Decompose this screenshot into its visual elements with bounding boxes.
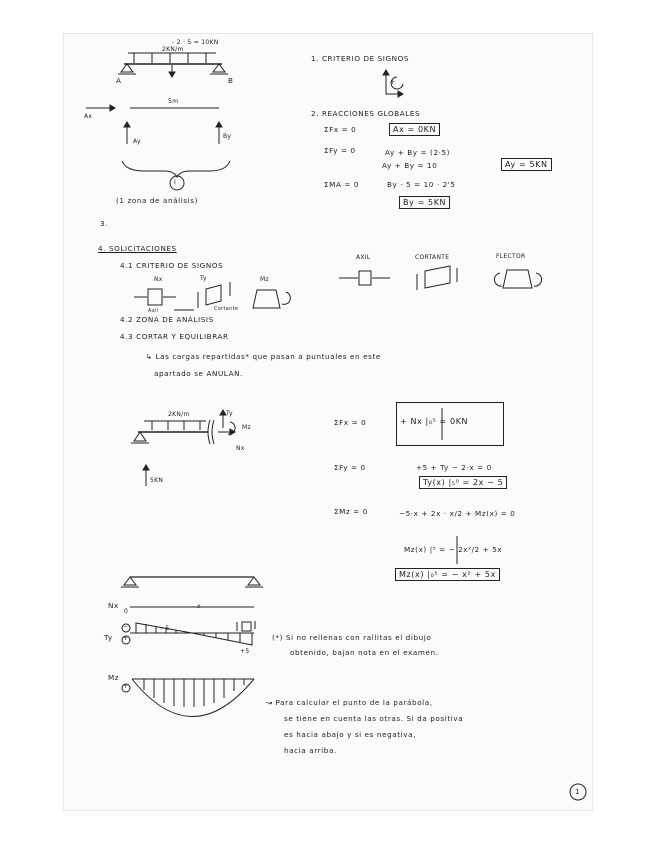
section2-title: 2. REACCIONES GLOBALES bbox=[311, 109, 421, 118]
by-label: By bbox=[223, 133, 232, 140]
axil-caption: Axil bbox=[148, 308, 159, 314]
ty-left-value: −5 bbox=[160, 625, 170, 632]
remark-1-line-1: (*) Si no rellenas con rallitas el dibujo bbox=[272, 633, 432, 642]
mz-plus-sign: + bbox=[123, 683, 129, 690]
nx-result-box: + Nx |₀⁵ = 0KN bbox=[396, 402, 504, 446]
section1-title: 1. CRITERIO DE SIGNOS bbox=[311, 54, 410, 63]
remark-2-line-4: hacia arriba. bbox=[284, 746, 337, 755]
note-line-1: ↳ Las cargas repartidas* que pasan a puntuales en este bbox=[146, 352, 381, 361]
ax-label: Ax bbox=[84, 113, 93, 120]
fbd-reaction-label: 5KN bbox=[150, 477, 164, 484]
note-line-2: apartado se ANULAN. bbox=[154, 369, 243, 378]
zone-label: (1 zona de análisis) bbox=[116, 196, 198, 205]
section3-title: 3. bbox=[100, 219, 109, 228]
span-label: 5m bbox=[168, 98, 179, 105]
ax-result-box: Ax = 0KN bbox=[389, 123, 440, 136]
cortante-caption: Cortante bbox=[214, 306, 239, 312]
mz-result-box: Mz(x) |₀⁵ = − x² + 5x bbox=[395, 568, 500, 581]
remark-1-line-2: obtenido, bajan nota en el examen. bbox=[290, 648, 439, 657]
support-b-label: B bbox=[228, 76, 234, 85]
sum-ma: ΣMA = 0 bbox=[324, 180, 360, 189]
fbd-nx-label: Nx bbox=[236, 445, 245, 452]
ay-result-box: Ay = 5KN bbox=[501, 158, 552, 171]
section4-1-title: 4.1 CRITERIO DE SIGNOS bbox=[120, 261, 224, 270]
flector-heading: FLECTOR bbox=[496, 253, 526, 260]
ay-label: Ay bbox=[133, 138, 141, 145]
notebook-page bbox=[64, 34, 592, 810]
mz-diagram-label: Mz bbox=[108, 673, 120, 682]
nx-zero: 0 bbox=[124, 608, 129, 615]
ty-result-box: Ty(x) |₅⁰ = 2x − 5 bbox=[419, 476, 507, 489]
sum-fy: ΣFy = 0 bbox=[324, 146, 356, 155]
fy-equation-2: Ay + By = 10 bbox=[382, 161, 438, 170]
by-result-box: By = 5KN bbox=[399, 196, 450, 209]
axil-heading: AXIL bbox=[356, 254, 371, 261]
zone-number: I bbox=[174, 179, 177, 186]
cortante-heading: CORTANTE bbox=[415, 254, 450, 261]
internal-force-diagrams bbox=[121, 577, 263, 717]
mz-balance-equation: −5·x + 2x · x/2 + Mz(x) = 0 bbox=[399, 509, 516, 518]
remark-2-line-3: es hacia abajo y si es negativa, bbox=[284, 730, 417, 739]
section4-2-title: 4.2 ZONA DE ANÁLISIS bbox=[120, 315, 214, 324]
load-total: - 2 · 5 = 10KN bbox=[172, 39, 219, 46]
small-mz: Mz bbox=[260, 276, 269, 283]
section4-3-title: 4.3 CORTAR Y EQUILIBRAR bbox=[120, 332, 229, 341]
fbd-load-label: 2KN/m bbox=[168, 411, 190, 418]
sign-plus: + bbox=[390, 79, 396, 86]
fy-equation-1: Ay + By = (2·5) bbox=[385, 148, 451, 157]
remark-2-line-1: ↝ Para calcular el punto de la parábola, bbox=[266, 698, 433, 707]
ty-plus-sign: + bbox=[123, 635, 129, 642]
nx-diagram-label: Nx bbox=[108, 601, 119, 610]
support-a-label: A bbox=[116, 76, 122, 85]
eq-sum-fy: ΣFy = 0 bbox=[334, 463, 366, 472]
mz-expression: Mz(x) |⁵ = − 2x²/2 + 5x bbox=[404, 545, 503, 554]
load-label: 2KN/m bbox=[162, 46, 184, 53]
small-axil-nx: Nx bbox=[154, 276, 163, 283]
ty-right-value: +5 bbox=[240, 648, 250, 655]
sum-fx: ΣFx = 0 bbox=[324, 125, 357, 134]
small-ty: Ty bbox=[200, 275, 207, 282]
page-number: 1 bbox=[575, 787, 581, 796]
remark-2-line-2: se tiene en cuenta las otras. Si da positiva bbox=[284, 714, 464, 723]
small-sign-sketches bbox=[134, 266, 542, 310]
fy-balance-equation: +5 + Ty − 2·x = 0 bbox=[416, 463, 492, 472]
top-beam-drawing bbox=[86, 53, 230, 190]
ty-diagram-label: Ty bbox=[104, 633, 113, 642]
fbd-ty-label: Ty bbox=[226, 410, 233, 417]
free-body-drawing bbox=[131, 410, 235, 486]
ma-equation: By · 5 = 10 · 2'5 bbox=[387, 180, 456, 189]
eq-sum-mz: ΣMz = 0 bbox=[334, 507, 368, 516]
eq-sum-fx: ΣFx = 0 bbox=[334, 418, 367, 427]
ty-minus-sign: − bbox=[123, 623, 129, 630]
section4-title: 4. SOLICITACIONES bbox=[98, 244, 177, 253]
nx-x-mark: x bbox=[197, 603, 201, 610]
fbd-mz-label: Mz bbox=[242, 424, 251, 431]
